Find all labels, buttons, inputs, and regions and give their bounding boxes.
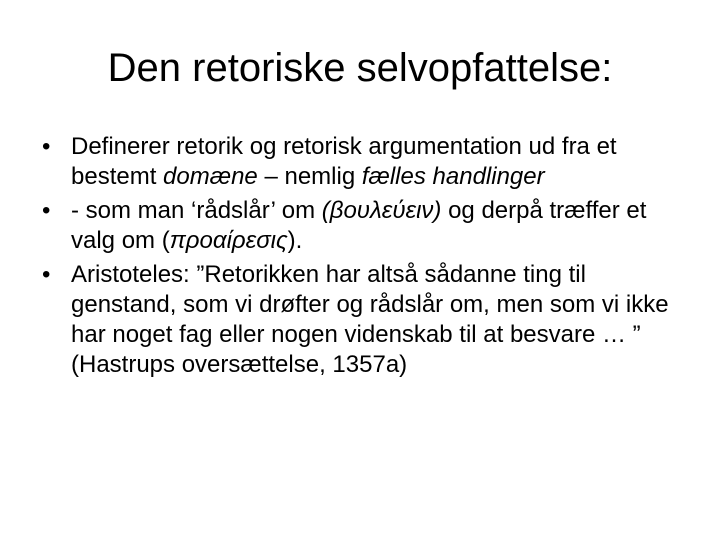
bullet-text-emphasis: domæne [163, 163, 258, 190]
bullet-text: Definerer retorik og retorisk argumentation ud fra et bestemt [71, 133, 617, 190]
bullet-marker: • [42, 133, 51, 160]
slide-title: Den retoriske selvopfattelse: [107, 46, 613, 90]
bullet-text: - som man ‘rådslår’ om [71, 197, 322, 224]
bullet-item-domain [40, 132, 690, 192]
bullet-item-deliberation [40, 196, 690, 256]
bullet-item-aristotle-quote [40, 260, 690, 380]
bullet-text: Aristoteles: ”Retorikken har altså sådanne ting til genstand, som vi drøfter og rådslår om, men som vi ikke har noget fag eller nogen videnskab til at besvare … ” (Hastrups oversættelse, 1357a) [71, 261, 669, 378]
bullet-marker: • [42, 261, 51, 288]
bullet-text-emphasis: προαίρεσις [169, 227, 288, 254]
bullet-text-emphasis: fælles handlinger [361, 163, 545, 190]
bullet-text: og derpå træffer et valg om ( [71, 197, 647, 254]
bullet-text: – nemlig [257, 163, 362, 190]
bullet-marker: • [42, 197, 51, 224]
bullet-text-emphasis: (βουλεύειν) [321, 197, 442, 224]
bullet-list [40, 132, 690, 384]
bullet-text: ). [287, 227, 303, 254]
